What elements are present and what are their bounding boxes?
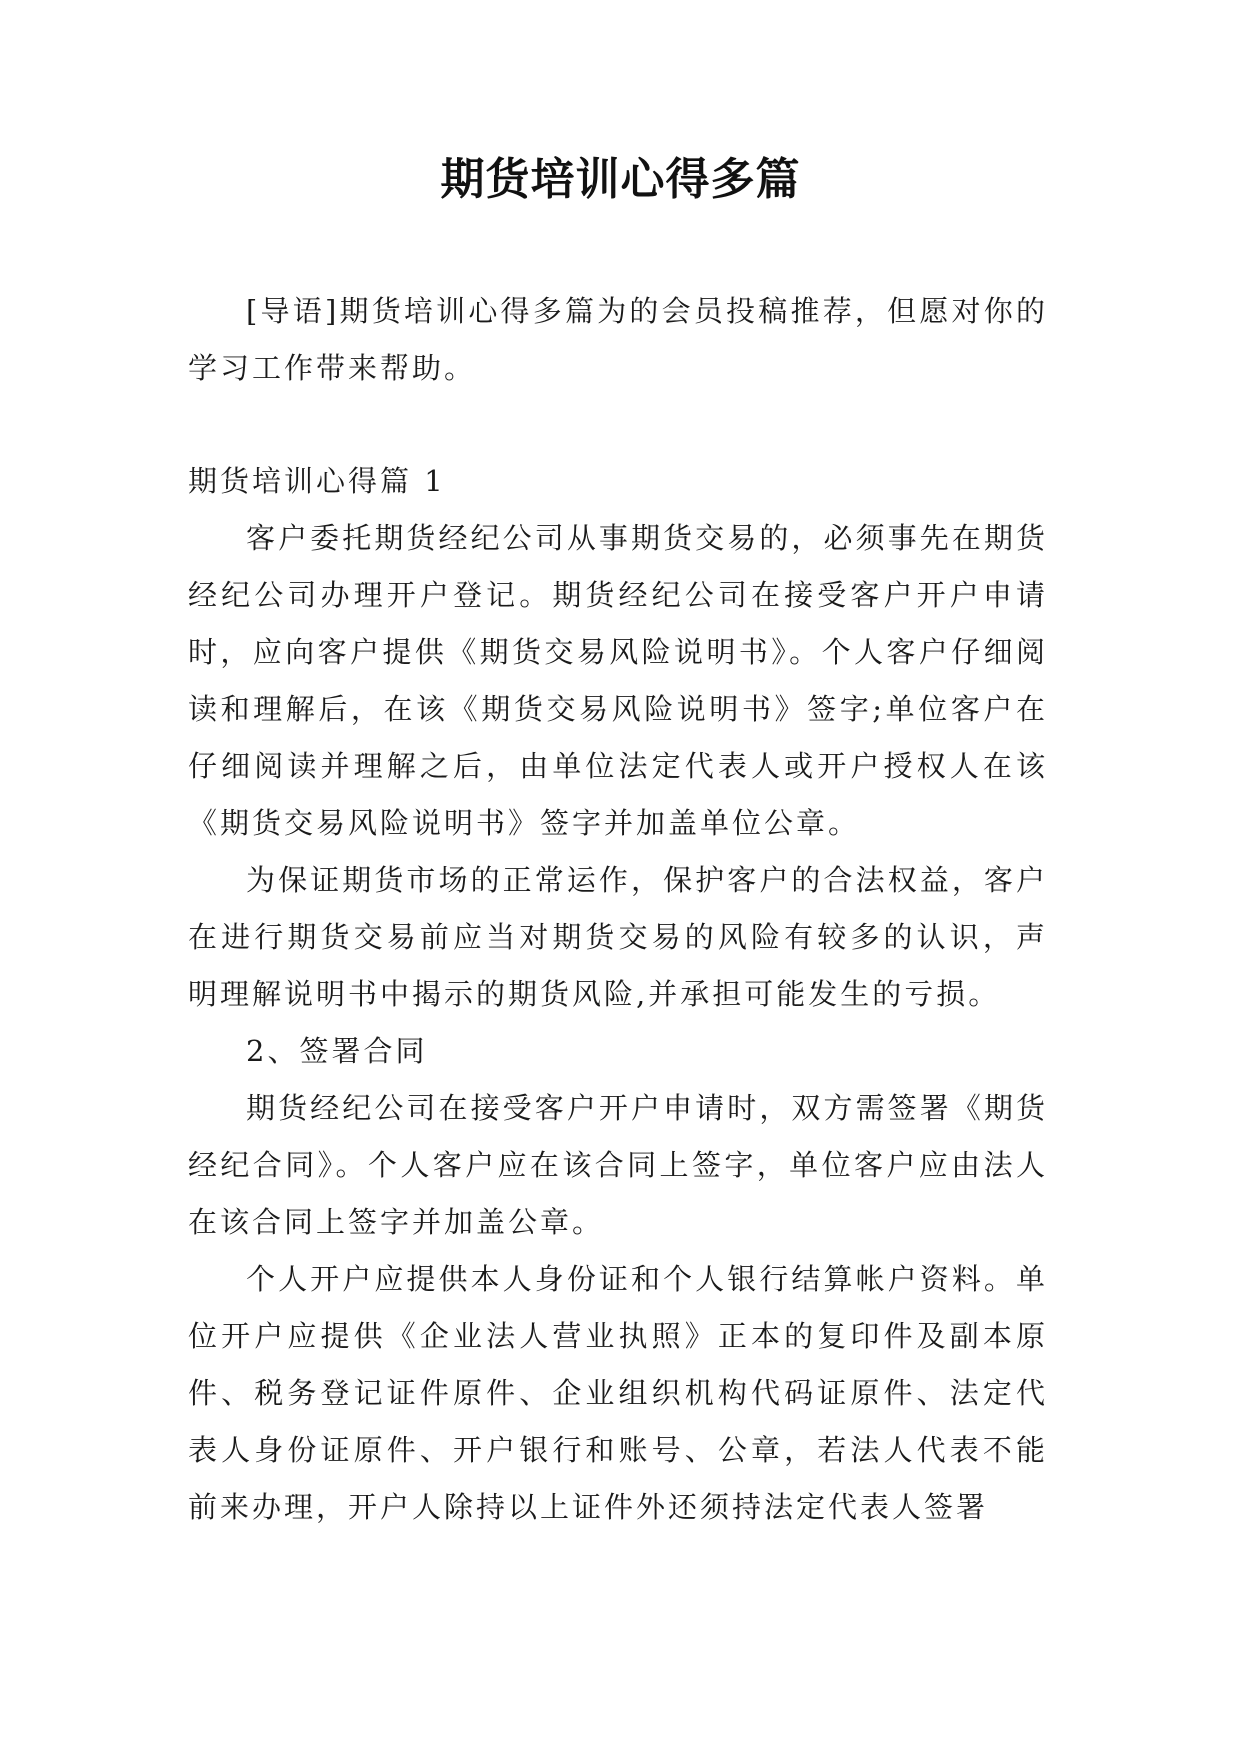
body-paragraph: 为保证期货市场的正常运作，保护客户的合法权益，客户在进行期货交易前应当对期货交易的风险有较多的认识，声明理解说明书中揭示的期货风险,并承担可能发生的亏损。 (188, 863, 1048, 1011)
body-paragraph: 个人开户应提供本人身份证和个人银行结算帐户资料。单位开户应提供《企业法人营业执照》正本的复印件及副本原件、税务登记证件原件、企业组织机构代码证原件、法定代表人身份证原件、开户银行和账号、公章，若法人代表不能前来办理，开户人除持以上证件外还须持法定代表人签署 (188, 1262, 1048, 1524)
subheading-sign-contract: 2、签署合同 (246, 1034, 428, 1068)
body-paragraph: 期货经纪公司在接受客户开户申请时，双方需签署《期货经纪合同》。个人客户应在该合同上签字，单位客户应由法人在该合同上签字并加盖公章。 (188, 1091, 1048, 1239)
body-paragraph: 客户委托期货经纪公司从事期货交易的，必须事先在期货经纪公司办理开户登记。期货经纪公司在接受客户开户申请时，应向客户提供《期货交易风险说明书》。个人客户仔细阅读和理解后，在该《期货交易风险说明书》签字;单位客户在仔细阅读并理解之后，由单位法定代表人或开户授权人在该《期货交易风险说明书》签字并加盖单位公章。 (188, 521, 1048, 840)
document-body (188, 283, 1048, 1536)
section-heading: 期货培训心得篇 1 (188, 464, 446, 498)
document-title: 期货培训心得多篇 (440, 154, 801, 205)
intro-paragraph: [导语]期货培训心得多篇为的会员投稿推荐，但愿对你的学习工作带来帮助。 (188, 294, 1048, 385)
